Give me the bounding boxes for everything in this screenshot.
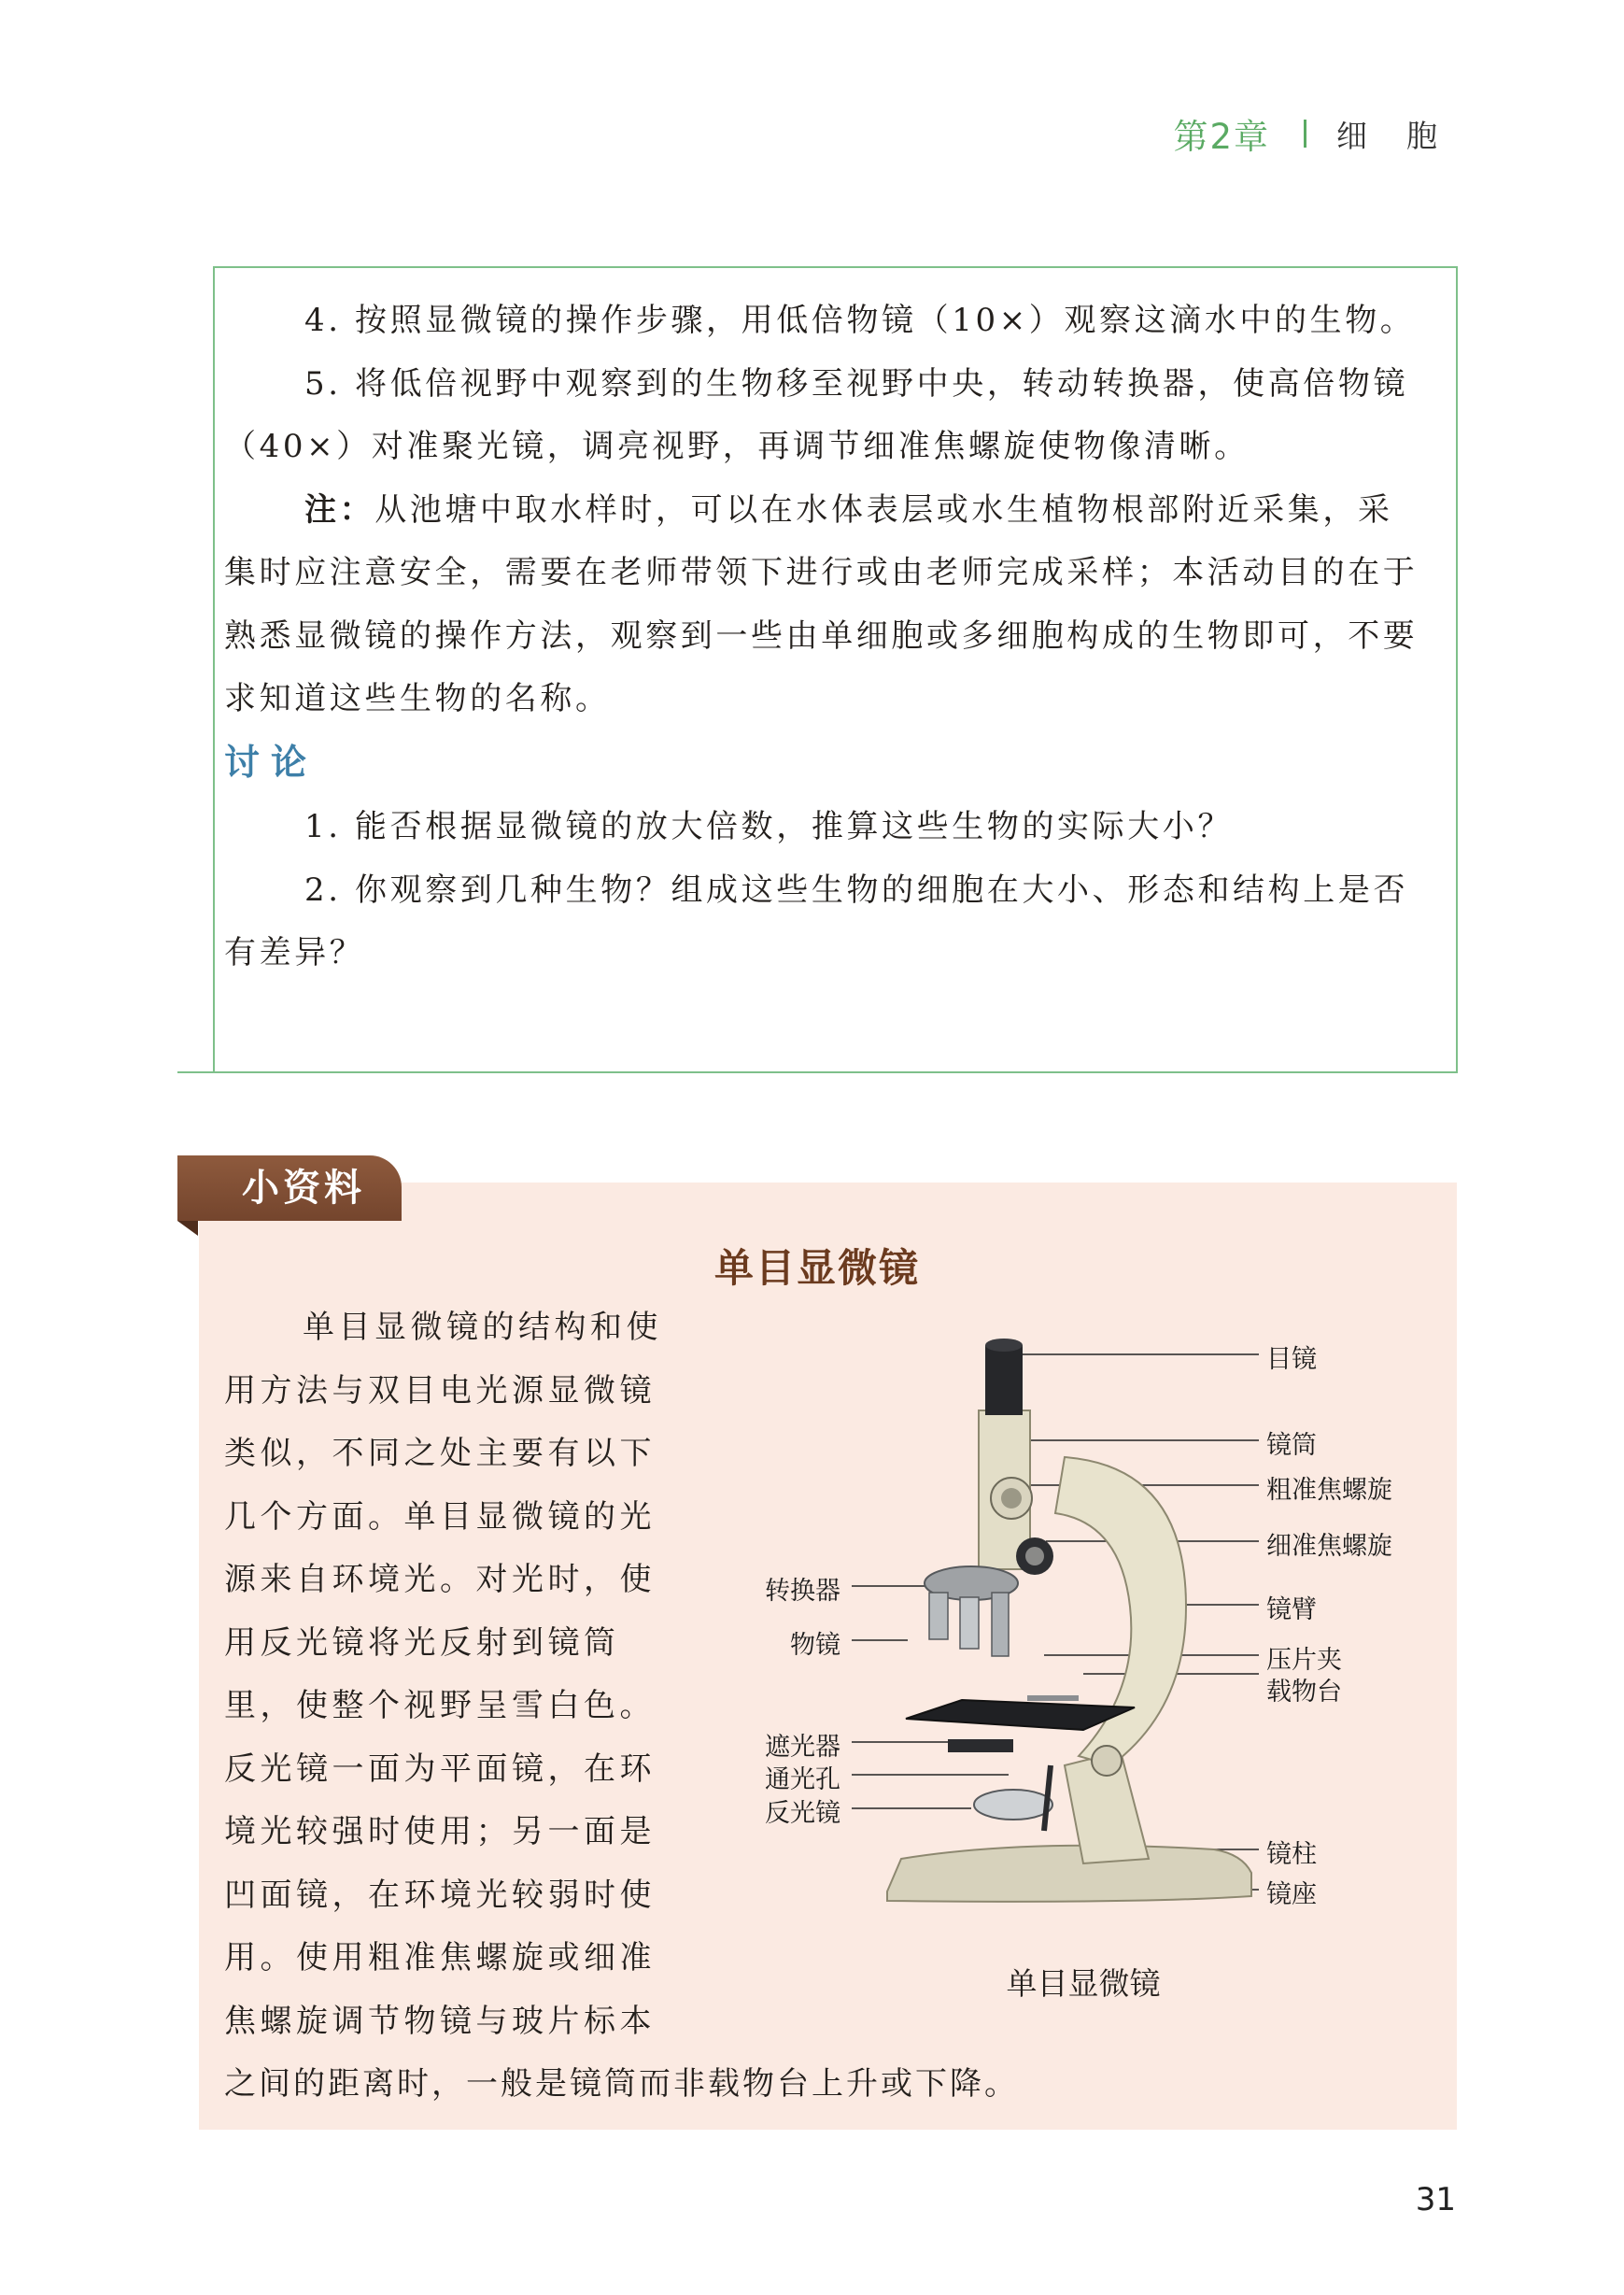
info-title: 单目显微镜 (713, 1245, 920, 1291)
page-header (1173, 110, 1476, 157)
label-arm: 镜臂 (1266, 1595, 1317, 1624)
note-label: 注： (304, 490, 375, 529)
info-body-last-line: 之间的距离时，一般是镜筒而非载物台上升或下降。 (224, 2065, 1019, 2103)
activity-step-5: 5. 将低倍视野中观察到的生物移至视野中央，转动转换器，使高倍物镜（40×）对准聚光镜，调亮视野，再调节细准焦螺旋使物像清晰。 (224, 364, 1409, 465)
label-pillar: 镜柱 (1266, 1840, 1317, 1869)
discussion-title: 讨论 (224, 741, 318, 783)
microscope-illustration (747, 1326, 1438, 1934)
activity-step-4: 4. 按照显微镜的操作步骤，用低倍物镜（10×）观察这滴水中的生物。 (304, 302, 1416, 339)
info-body: 单目显微镜的结构和使用方法与双目电光源显微镜类似，不同之处主要有以下几个方面。单目显微镜的光源来自环境光。对光时，使用反光镜将光反射到镜筒里，使整个视野呈雪白色。反光镜一面为平面镜，在环境光较强时使用；另一面是凹面镜，在环境光较弱时使用。使用粗准焦螺旋或细准焦螺旋调节物镜与玻片标本 (224, 1309, 662, 2040)
discussion-heading-row (224, 731, 1419, 797)
activity-note (224, 479, 1419, 731)
label-objective: 物镜 (790, 1631, 840, 1660)
chapter-title: 细胞 (1336, 117, 1476, 154)
label-diaphragm: 遮光器 (765, 1733, 840, 1762)
label-stage: 载物台 (1266, 1678, 1342, 1707)
label-fine-focus-knob: 细准焦螺旋 (1266, 1532, 1392, 1561)
discussion-question-2: 2. 你观察到几种生物？组成这些生物的细胞在大小、形态和结构上是否有差异？ (224, 871, 1409, 971)
activity-box-bottom-rule (177, 1071, 1458, 1073)
microscope-figure (747, 1326, 1438, 1934)
label-tube: 镜筒 (1266, 1431, 1317, 1460)
label-eyepiece: 目镜 (1266, 1345, 1317, 1374)
info-tab-label: 小资料 (242, 1166, 365, 1210)
label-aperture: 通光孔 (765, 1765, 840, 1794)
info-tab-fold (177, 1221, 198, 1236)
figure-caption: 单目显微镜 (1006, 1965, 1161, 2002)
chapter-number: 第2章 (1173, 117, 1270, 157)
label-converter: 转换器 (765, 1577, 840, 1606)
header-divider (1304, 120, 1306, 148)
activity-content (224, 290, 1419, 985)
note-text: 从池塘中取水样时，可以在水体表层或水生植物根部附近采集，采集时应注意安全，需要在老师带领下进行或由老师完成采样；本活动目的在于熟悉显微镜的操作方法，观察到一些由单细胞或多细胞构成的生物即可，不要求知道这些生物的名称。 (224, 490, 1419, 717)
label-base: 镜座 (1266, 1880, 1317, 1909)
label-stage-clip: 压片夹 (1266, 1646, 1342, 1675)
label-mirror: 反光镜 (765, 1799, 840, 1828)
discussion-question-1: 1. 能否根据显微镜的放大倍数，推算这些生物的实际大小？ (304, 808, 1234, 845)
page-number: 31 (1415, 2181, 1456, 2218)
label-coarse-focus-knob: 粗准焦螺旋 (1266, 1476, 1392, 1505)
